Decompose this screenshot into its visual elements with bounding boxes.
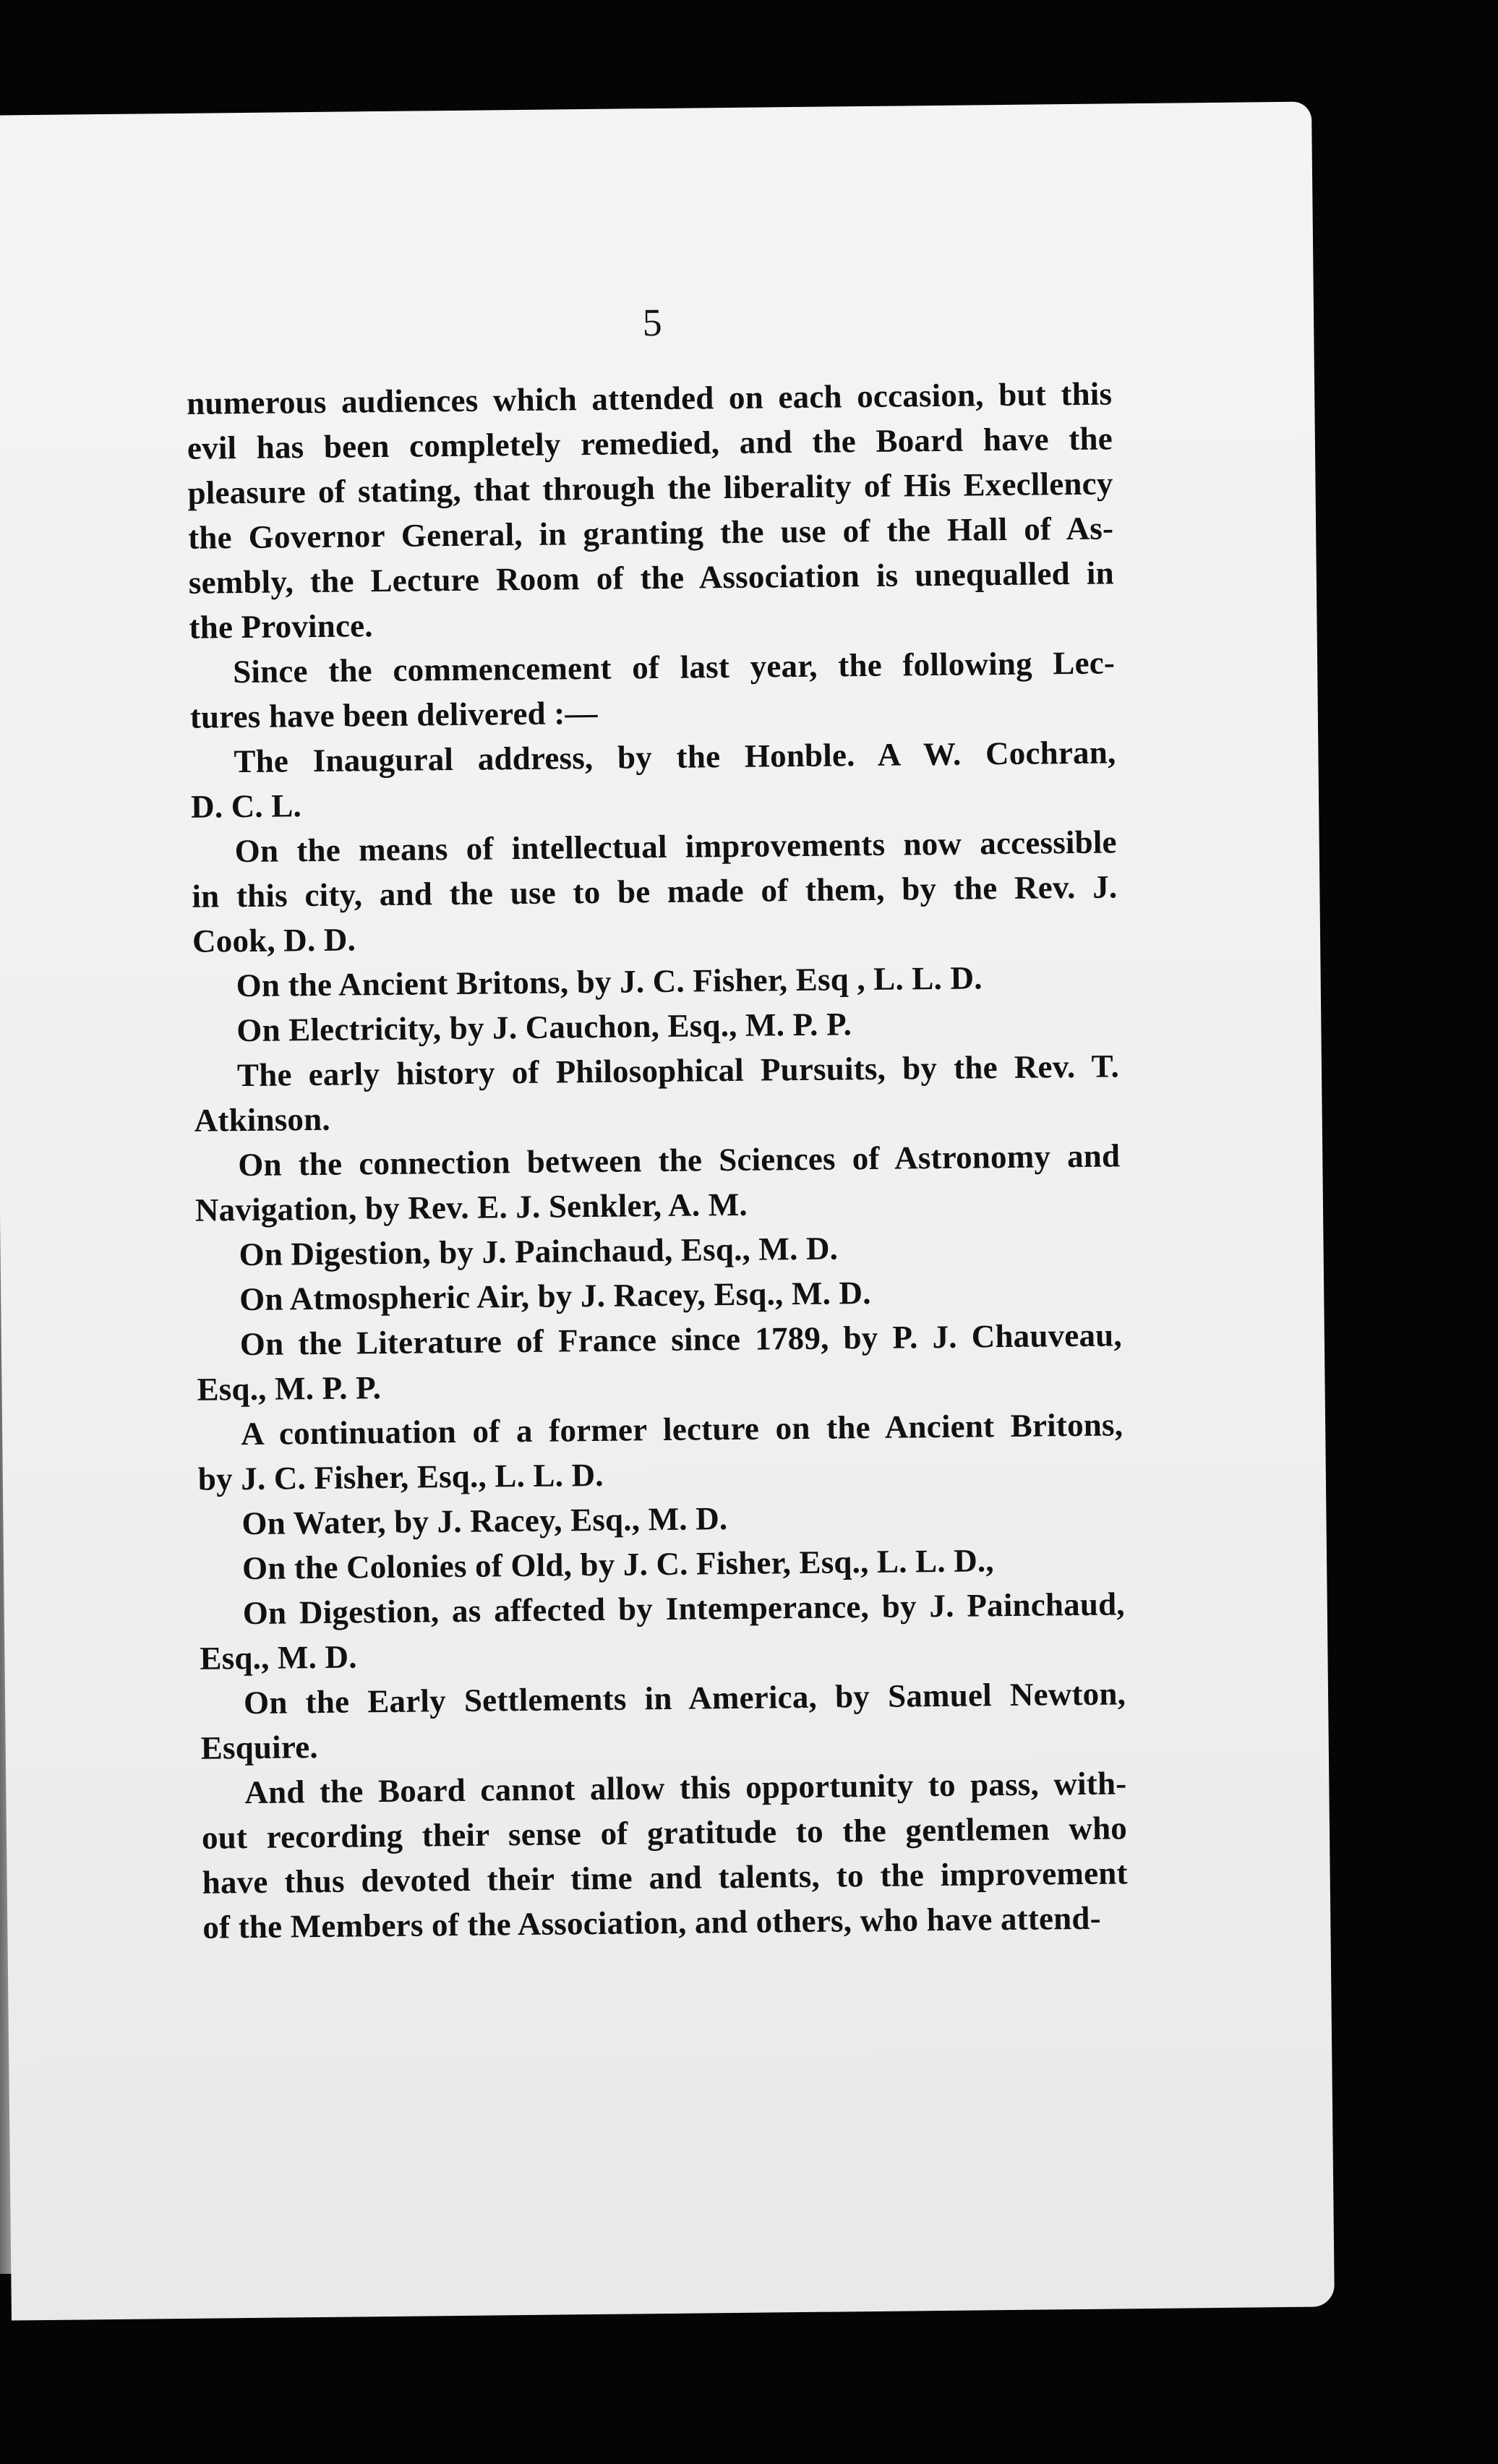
page-speck <box>1267 1071 1279 1082</box>
line-text: out recording their sense of gratitude to the gentlemen who <box>201 1810 1128 1856</box>
line-text: The early history of Philosophical Pursuits, by the Rev. T. <box>236 1048 1120 1094</box>
line-text: The Inaugural address, by the Honble. A W. Cochran, <box>234 734 1116 780</box>
line-text: On Electricity, by J. Cauchon, Esq., M. P. P. <box>236 1006 852 1049</box>
paragraph <box>189 640 1116 739</box>
line-text: sembly, the Lecture Room of the Association is unequalled in <box>188 555 1115 601</box>
body-text <box>187 371 1129 1949</box>
line-text: Esq., M. P. P. <box>197 1369 382 1408</box>
line-text: Cook, D. D. <box>192 921 356 959</box>
paragraph <box>194 1043 1120 1142</box>
line-text: pleasure of stating, that through the liberality of His Execllency <box>187 465 1113 511</box>
line-text: A continuation of a former lecture on the Ancient Britons, <box>240 1406 1124 1453</box>
line-text: tures have been delivered :— <box>189 694 598 735</box>
line-text: Esq., M. D. <box>200 1638 357 1677</box>
line-text: On the connection between the Sciences of Astronomy and <box>238 1137 1121 1184</box>
line-text: Navigation, by Rev. E. J. Senkler, A. M. <box>194 1186 748 1228</box>
line-text: On Digestion, by J. Painchaud, Esq., M. D. <box>239 1230 839 1273</box>
line-text: D. C. L. <box>190 787 302 825</box>
line-text: Since the commencement of last year, the following Lec- <box>232 644 1116 690</box>
line-text: And the Board cannot allow this opportunity to pass, with- <box>244 1765 1127 1811</box>
paragraph <box>197 1312 1123 1411</box>
line-text: numerous audiences which attended on each occasion, but this <box>187 375 1113 422</box>
line-text: evil has been completely remedied, and the Board have the <box>187 420 1113 466</box>
line-text: On the means of intellectual improvements now accessible <box>234 824 1117 870</box>
page-number: 5 <box>642 300 662 345</box>
line-text: On Water, by J. Racey, Esq., M. D. <box>241 1500 728 1542</box>
line-text: of the Members of the Association, and others, who have attend- <box>202 1899 1102 1946</box>
scanned-page <box>0 102 1335 2321</box>
text-line <box>202 1895 1129 1949</box>
line-text: Esquire. <box>200 1729 319 1766</box>
paragraph <box>201 1761 1129 1949</box>
paragraph <box>197 1402 1124 1501</box>
line-text: in this city, and the use to be made of them, by the Rev. J. <box>192 868 1118 915</box>
line-text: On the Literature of France since 1789, by P. J. Chauveau, <box>239 1317 1123 1363</box>
line-text: Atkinson. <box>194 1100 331 1139</box>
paragraph <box>191 819 1118 963</box>
paragraph <box>190 730 1116 829</box>
line-text: the Province. <box>189 607 373 646</box>
line-text: by J. C. Fisher, Esq., L. L. D. <box>197 1456 604 1497</box>
line-text: On Digestion, as affected by Intemperance, by J. Painchaud, <box>242 1586 1125 1632</box>
paragraph <box>194 1133 1121 1232</box>
line-text: On the Early Settlements in America, by Samuel Newton, <box>243 1675 1126 1721</box>
paragraph <box>187 371 1115 649</box>
line-text: the Governor General, in granting the use of the Hall of As- <box>187 510 1114 556</box>
paragraph <box>199 1581 1125 1680</box>
line-text: On Atmospheric Air, by J. Racey, Esq., M. D. <box>239 1274 871 1318</box>
line-text: have thus devoted their time and talents, to the improvement <box>202 1855 1128 1901</box>
paragraph <box>200 1671 1126 1770</box>
line-text: On the Colonies of Old, by J. C. Fisher, Esq., L. L. D., <box>241 1542 995 1587</box>
line-text: On the Ancient Britons, by J. C. Fisher, Esq , L. L. D. <box>236 959 983 1004</box>
